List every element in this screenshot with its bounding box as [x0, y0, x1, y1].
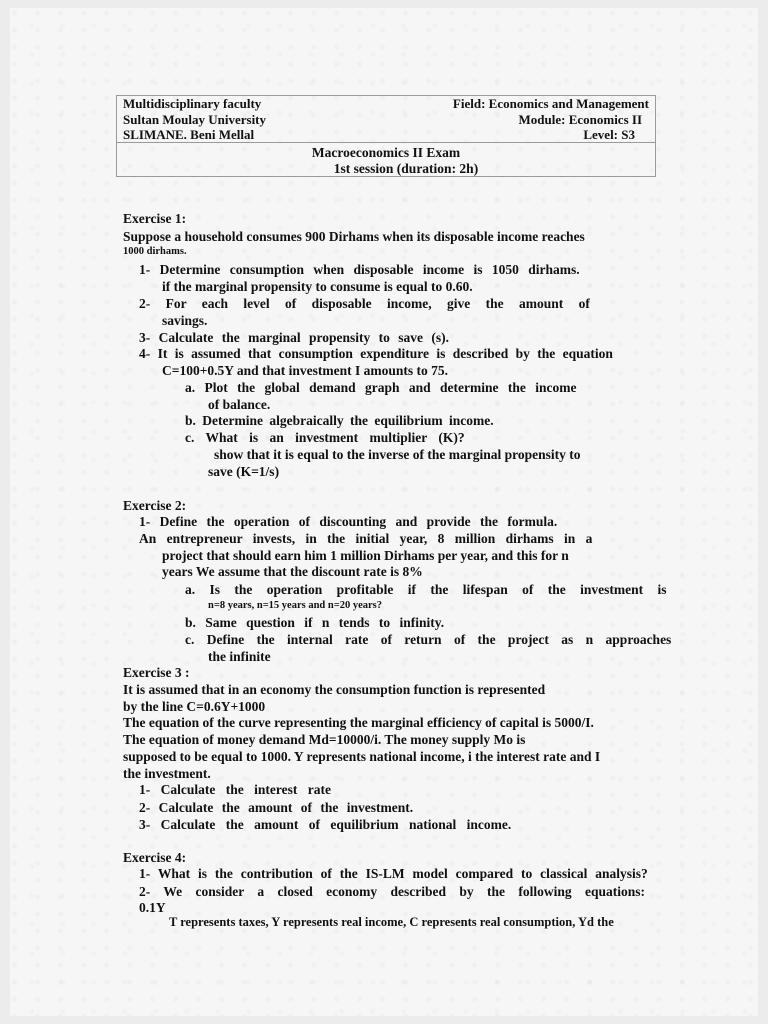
exercise1-intro-cont: 1000 dirhams.: [123, 246, 187, 257]
ex2-question-1: 1- Define the operation of discounting and provide the formula.: [139, 514, 558, 529]
ex4-question-2: 2- We consider a closed economy described by the following equations:: [139, 884, 646, 899]
faculty-name: Multidisciplinary faculty: [123, 96, 262, 111]
ex2-item-c: c. Define the internal rate of return of the project as n approaches: [185, 632, 672, 647]
ex3-line3: The equation of the curve representing the marginal efficiency of capital is 5000/I.: [123, 715, 594, 730]
ex3-question-1: 1- Calculate the interest rate: [139, 782, 331, 797]
field-label: Field: Economics and Management: [452, 96, 649, 111]
ex3-question-3: 3- Calculate the amount of equilibrium national income.: [139, 817, 512, 832]
ex1-question-1: 1- Determine consumption when disposable income is 1050 dirhams.: [139, 262, 580, 277]
exam-title: Macroeconomics II Exam: [311, 145, 461, 160]
city-name: SLIMANE. Beni Mellal: [123, 127, 255, 142]
ex3-line6: the investment.: [123, 766, 211, 781]
ex2-item-a-cont: n=8 years, n=15 years and n=20 years?: [208, 600, 382, 611]
ex1-question-4-cont: C=100+0.5Y and that investment I amounts to 75.: [162, 363, 449, 378]
ex2-paragraph-line2: project that should earn him 1 million Dirhams per year, and this for n: [162, 548, 569, 563]
ex1-question-3: 3- Calculate the marginal propensity to save (s).: [139, 330, 449, 345]
exercise1-title: Exercise 1:: [123, 211, 187, 226]
ex1-q4-item-c-cont: show that it is equal to the inverse of the marginal propensity to: [214, 447, 581, 462]
ex1-q4-item-c-cont2: save (K=1/s): [208, 464, 280, 479]
ex1-question-1-cont: if the marginal propensity to consume is equal to 0.60.: [162, 279, 473, 294]
ex1-question-4: 4- It is assumed that consumption expenditure is described by the equation: [139, 346, 613, 361]
ex1-q4-item-a-cont: of balance.: [208, 397, 271, 412]
ex1-question-2-cont: savings.: [162, 313, 208, 328]
exercise4-title: Exercise 4:: [123, 850, 187, 865]
ex1-q4-item-c: c. What is an investment multiplier (K)?: [185, 430, 465, 445]
level-label: Level: S3: [583, 127, 635, 142]
ex4-line4: T represents taxes, Y represents real income, C represents real consumption, Yd the: [169, 915, 614, 929]
university-name: Sultan Moulay University: [123, 111, 267, 127]
ex4-question-1: 1- What is the contribution of the IS-LM model compared to classical analysis?: [139, 866, 648, 881]
ex2-item-c-cont: the infinite: [208, 649, 271, 664]
ex2-item-a: a. Is the operation profitable if the lifespan of the investment is: [185, 582, 667, 597]
exercise1-intro: Suppose a household consumes 900 Dirhams when its disposable income reaches: [123, 229, 585, 244]
ex2-paragraph-line1: An entrepreneur invests, in the initial year, 8 million dirhams in a: [139, 531, 593, 546]
ex3-line5: supposed to be equal to 1000. Y represents national income, i the interest rate and I: [123, 749, 601, 764]
ex3-line4: The equation of money demand Md=10000/i. The money supply Mo is: [123, 732, 526, 747]
ex3-line2: by the line C=0.6Y+1000: [123, 699, 266, 714]
ex3-line1: It is assumed that in an economy the consumption function is represented: [123, 682, 546, 697]
exercise2-title: Exercise 2:: [123, 498, 187, 513]
exercise3-title: Exercise 3 :: [123, 665, 190, 680]
session-label: 1st session (duration: 2h): [333, 161, 479, 176]
module-label: Module: Economics II: [518, 111, 642, 127]
ex4-line3: 0.1Y: [139, 900, 166, 915]
ex2-item-b: b. Same question if n tends to infinity.: [185, 615, 445, 630]
ex1-question-2: 2- For each level of disposable income, give the amount of: [139, 296, 590, 311]
ex2-paragraph-line3: years We assume that the discount rate is 8%: [162, 564, 423, 579]
ex3-question-2: 2- Calculate the amount of the investment.: [139, 800, 414, 815]
exam-header-box: [116, 95, 656, 177]
ex1-q4-item-b: b. Determine algebraically the equilibrium income.: [185, 413, 494, 428]
ex1-q4-item-a: a. Plot the global demand graph and determine the income: [185, 380, 577, 395]
